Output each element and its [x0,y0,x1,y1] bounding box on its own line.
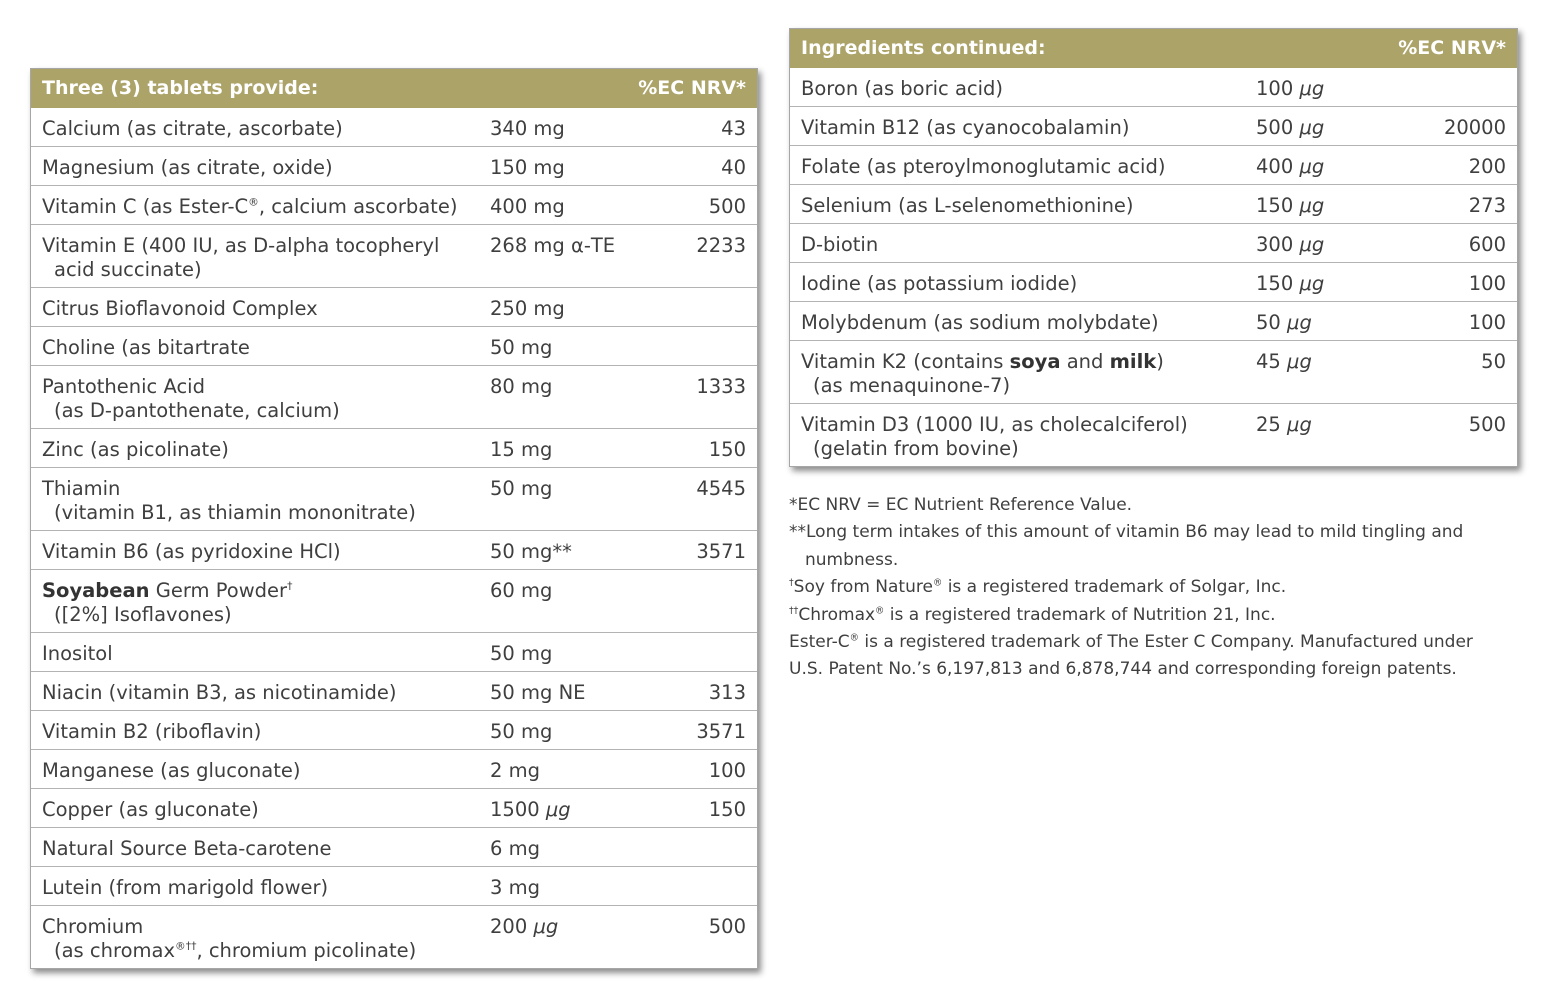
ingredient-nrv: 100 [1468,272,1506,295]
ingredient-nrv: 150 [708,438,746,461]
footnotes [789,492,1509,684]
ingredient-amount: 50 mg [490,642,553,665]
table-row [31,632,757,671]
ingredient-nrv: 2233 [696,234,746,257]
table-row [790,340,1517,403]
ingredients-continued-table [789,28,1518,467]
table-row [31,224,757,287]
ingredient-amount: 15 mg [490,438,553,461]
ingredient-amount: 400 mg [490,195,565,218]
table-header [790,29,1517,68]
ingredient-name: Vitamin B2 (riboflavin) [42,720,262,743]
table-row [790,68,1517,106]
ingredient-amount: 250 mg [490,297,565,320]
ingredient-name: Magnesium (as citrate, oxide) [42,156,333,179]
ingredient-amount: 50 mg NE [490,681,586,704]
ingredient-amount: 3 mg [490,876,540,899]
ingredient-amount: 500 μg [1256,116,1325,139]
ingredient-name: Calcium (as citrate, ascorbate) [42,117,343,140]
ingredient-nrv: 20000 [1443,116,1506,139]
table-row [31,569,757,632]
ingredient-nrv: 500 [1468,413,1506,436]
ingredient-amount: 60 mg [490,579,553,602]
ingredient-name: Lutein (from marigold flower) [42,876,329,899]
ingredient-nrv: 313 [708,681,746,704]
ingredient-name: Selenium (as L-selenomethionine) [801,194,1134,217]
ingredient-nrv: 500 [708,195,746,218]
table-row [31,788,757,827]
ingredient-name: Iodine (as potassium iodide) [801,272,1078,295]
ingredient-nrv: 4545 [696,477,746,500]
table-row [790,184,1517,223]
ingredient-nrv: 100 [708,759,746,782]
ingredient-nrv: 43 [721,117,746,140]
ingredient-name: Thiamin (vitamin B1, as thiamin mononitrate) [42,477,416,524]
ingredient-nrv: 3571 [696,720,746,743]
ingredient-amount: 50 mg [490,477,553,500]
ingredient-name: Copper (as gluconate) [42,798,259,821]
ingredient-name: Vitamin D3 (1000 IU, as cholecalciferol) (gelatin from bovine) [801,413,1188,460]
ingredient-name: Pantothenic Acid (as D-pantothenate, calcium) [42,375,340,422]
table-row [31,287,757,326]
ingredient-amount: 6 mg [490,837,540,860]
footnote-esterc: Ester-C® is a registered trademark of The Ester C Company. Manufactured under [789,632,1473,653]
supplement-facts-table [30,68,758,969]
table-row [31,905,757,968]
table-row [31,326,757,365]
header-nrv: %EC NRV* [638,77,746,99]
ingredient-name: Vitamin B12 (as cyanocobalamin) [801,116,1130,139]
ingredient-name: Vitamin E (400 IU, as D-alpha tocopheryl acid succinate) [42,234,440,281]
table-row [31,530,757,569]
header-label: Ingredients continued: [801,37,1046,59]
footnote-b6-cont: numbness. [805,549,899,570]
ingredient-nrv: 100 [1468,311,1506,334]
ingredient-amount: 150 mg [490,156,565,179]
ingredient-amount: 340 mg [490,117,565,140]
table-row [31,108,757,146]
ingredient-amount: 100 μg [1256,77,1325,100]
ingredient-name: Inositol [42,642,113,665]
header-label: Three (3) tablets provide: [42,77,319,99]
header-nrv: %EC NRV* [1398,37,1506,59]
footnote-soy: †Soy from Nature® is a registered trademark of Solgar, Inc. [789,577,1287,598]
table-row [790,403,1517,466]
ingredient-nrv: 40 [721,156,746,179]
table-row [790,262,1517,301]
ingredient-name: Vitamin C (as Ester-C®, calcium ascorbate) [42,195,458,218]
table-row [790,223,1517,262]
table-row [31,146,757,185]
ingredient-name: Natural Source Beta-carotene [42,837,332,860]
footnote-chromax: ††Chromax® is a registered trademark of Nutrition 21, Inc. [789,604,1276,625]
ingredient-name: Manganese (as gluconate) [42,759,301,782]
footnote-patent: U.S. Patent No.’s 6,197,813 and 6,878,744 and corresponding foreign patents. [789,659,1457,680]
ingredient-nrv: 273 [1468,194,1506,217]
ingredient-amount: 1500 μg [490,798,571,821]
table-row [31,710,757,749]
ingredient-amount: 2 mg [490,759,540,782]
ingredient-nrv: 3571 [696,540,746,563]
ingredient-name: Boron (as boric acid) [801,77,1004,100]
table-row [31,671,757,710]
ingredient-amount: 300 μg [1256,233,1325,256]
ingredient-name: Citrus Bioflavonoid Complex [42,297,318,320]
table-row [31,185,757,224]
table-row [790,106,1517,145]
ingredient-name: Soyabean Germ Powder† ([2%] Isoflavones) [42,579,293,626]
ingredient-name: Molybdenum (as sodium molybdate) [801,311,1159,334]
ingredient-amount: 50 μg [1256,311,1312,334]
ingredient-amount: 150 μg [1256,272,1325,295]
table-row [31,749,757,788]
ingredient-name: D-biotin [801,233,879,256]
footnote-b6: **Long term intakes of this amount of vitamin B6 may lead to mild tingling and [789,522,1464,543]
ingredient-nrv: 600 [1468,233,1506,256]
ingredient-amount: 25 μg [1256,413,1312,436]
ingredient-amount: 45 μg [1256,350,1312,373]
ingredient-name: Folate (as pteroylmonoglutamic acid) [801,155,1166,178]
table-row [31,467,757,530]
ingredient-amount: 150 μg [1256,194,1325,217]
table-row [31,365,757,428]
ingredient-nrv: 1333 [696,375,746,398]
ingredient-name: Chromium (as chromax®††, chromium picolinate) [42,915,417,962]
table-row [790,145,1517,184]
ingredient-amount: 50 mg [490,336,553,359]
ingredient-amount: 200 μg [490,915,559,938]
ingredient-amount: 50 mg** [490,540,572,563]
ingredient-amount: 50 mg [490,720,553,743]
ingredient-amount: 268 mg α-TE [490,234,616,257]
ingredient-amount: 80 mg [490,375,553,398]
ingredient-name: Niacin (vitamin B3, as nicotinamide) [42,681,397,704]
ingredient-nrv: 50 [1481,350,1506,373]
ingredient-name: Vitamin B6 (as pyridoxine HCl) [42,540,341,563]
footnote-nrv: *EC NRV = EC Nutrient Reference Value. [789,495,1133,515]
ingredient-nrv: 500 [708,915,746,938]
ingredient-name: Zinc (as picolinate) [42,438,229,461]
ingredient-name: Vitamin K2 (contains soya and milk) (as menaquinone-7) [801,350,1164,397]
ingredient-nrv: 150 [708,798,746,821]
ingredient-name: Choline (as bitartrate [42,336,250,359]
table-header [31,69,757,108]
table-row [31,866,757,905]
ingredient-nrv: 200 [1468,155,1506,178]
table-row [31,827,757,866]
ingredient-amount: 400 μg [1256,155,1325,178]
table-row [790,301,1517,340]
table-row [31,428,757,467]
